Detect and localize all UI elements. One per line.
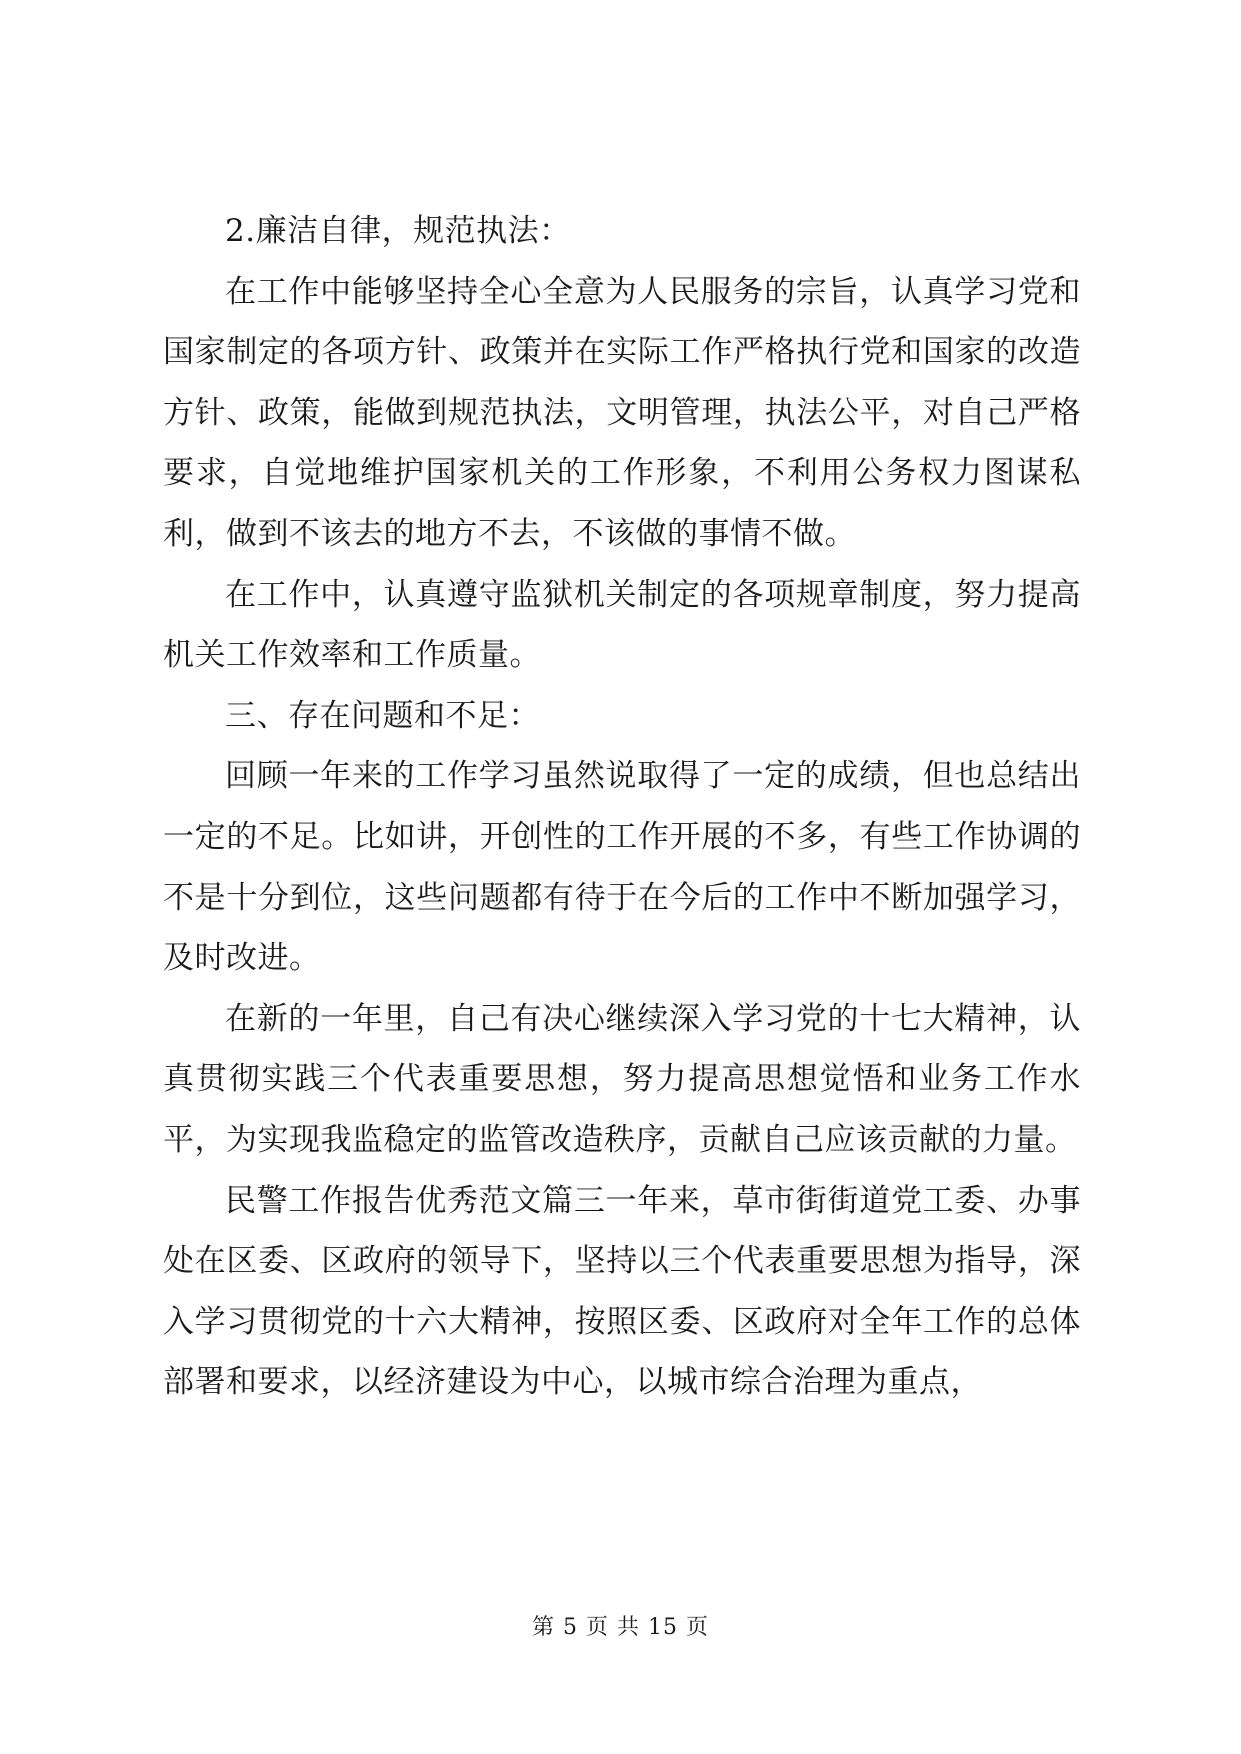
paragraph-report-three: 民警工作报告优秀范文篇三一年来，草市街街道党工委、办事处在区委、区政府的领导下，坚持以三个代表重要思想为指导，深入学习贯彻党的十六大精神，按照区委、区政府对全年工作的总体部署和要求，以经济建设为中心，以城市综合治理为重点，	[163, 1182, 1081, 1401]
paragraph-work-principles: 在工作中能够坚持全心全意为人民服务的宗旨，认真学习党和国家制定的各项方针、政策并在实际工作严格执行党和国家的改造方针、政策，能做到规范执法，文明管理，执法公平，对自己严格要求，自觉地维护国家机关的工作形象，不利用公务权力图谋私利，做到不该去的地方不去，不该做的事情不做。	[163, 273, 1081, 552]
document-body	[163, 201, 1081, 1413]
paragraph-new-year-resolve: 在新的一年里，自己有决心继续深入学习党的十七大精神，认真贯彻实践三个代表重要思想，努力提高思想觉悟和业务工作水平，为实现我监稳定的监管改造秩序，贡献自己应该贡献的力量。	[163, 1000, 1081, 1158]
paragraph-rules-compliance: 在工作中，认真遵守监狱机关制定的各项规章制度，努力提高机关工作效率和工作质量。	[163, 576, 1081, 674]
paragraph-heading-integrity: 2.廉洁自律，规范执法：	[225, 213, 571, 249]
paragraph-review-shortcomings: 回顾一年来的工作学习虽然说取得了一定的成绩，但也总结出一定的不足。比如讲，开创性的工作开展的不多，有些工作协调的不是十分到位，这些问题都有待于在今后的工作中不断加强学习，及时改进。	[163, 758, 1081, 977]
paragraph-heading-problems: 三、存在问题和不足：	[225, 697, 540, 734]
page-number-footer: 第 5 页 共 15 页	[532, 1615, 709, 1640]
